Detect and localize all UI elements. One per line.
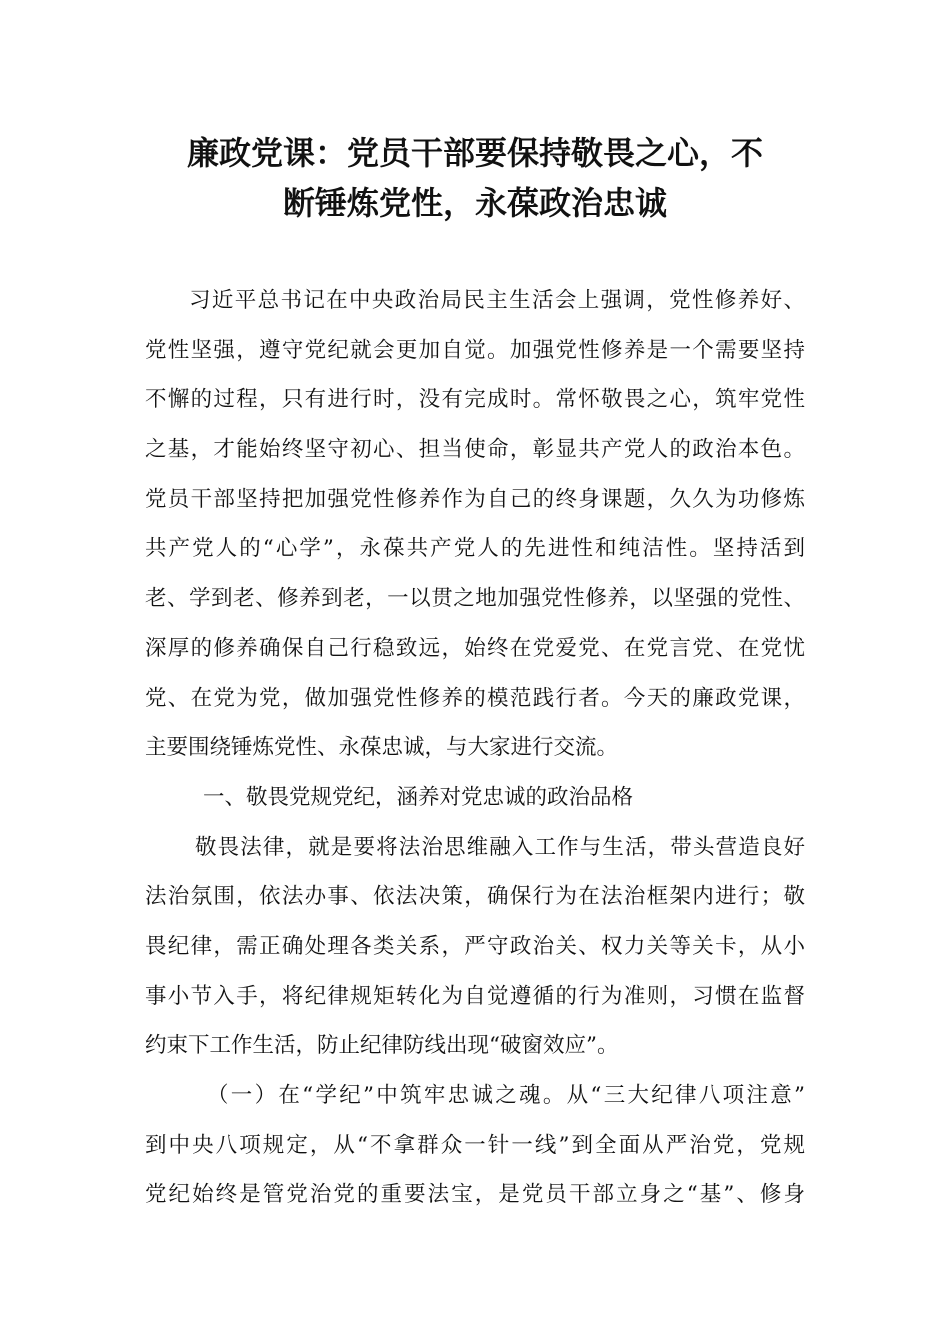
text-line: 共产党人的“心学”，永葆共产党人的先进性和纯洁性。坚持活到 — [145, 536, 805, 562]
document-title — [0, 128, 950, 228]
text-line: 不懈的过程，只有进行时，没有完成时。常怀敬畏之心，筑牢党性 — [145, 387, 805, 413]
document-body — [145, 276, 805, 1220]
text-line: 老、学到老、修养到老，一以贯之地加强党性修养，以坚强的党性、 — [145, 586, 805, 612]
text-line: 党员干部坚持把加强党性修养作为自己的终身课题，久久为功修炼 — [145, 486, 805, 512]
text-line: 到中央八项规定，从“不拿群众一针一线”到全面从严治党，党规 — [145, 1132, 805, 1158]
text-line: 党性坚强，遵守党纪就会更加自觉。加强党性修养是一个需要坚持 — [145, 337, 805, 363]
text-line: 之基，才能始终坚守初心、担当使命，彰显共产党人的政治本色。 — [145, 437, 805, 463]
text-line: 一、敬畏党规党纪，涵养对党忠诚的政治品格 — [203, 784, 634, 810]
title-line-2: 断锤炼党性，永葆政治忠诚 — [282, 184, 667, 222]
text-line: 约束下工作生活，防止纪律防线出现“破窗效应”。 — [145, 1033, 619, 1059]
text-line: 深厚的修养确保自己行稳致远，始终在党爱党、在党言党、在党忧 — [145, 635, 805, 661]
text-line: 主要围绕锤炼党性、永葆忠诚，与大家进行交流。 — [145, 735, 619, 761]
paragraph — [145, 276, 805, 773]
paragraph — [145, 823, 805, 1071]
text-line: 畏纪律，需正确处理各类关系，严守政治关、权力关等关卡，从小 — [145, 933, 805, 959]
paragraph — [145, 1071, 805, 1220]
text-line: 法治氛围，依法办事、依法决策，确保行为在法治框架内进行；敬 — [145, 884, 805, 910]
text-line: 敬畏法律，就是要将法治思维融入工作与生活，带头营造良好 — [195, 834, 805, 860]
title-line-1: 廉政党课：党员干部要保持敬畏之心，不 — [186, 134, 763, 172]
text-line: 习近平总书记在中央政治局民主生活会上强调，党性修养好、 — [189, 288, 805, 313]
text-line: 事小节入手，将纪律规矩转化为自觉遵循的行为准则，习惯在监督 — [145, 983, 805, 1009]
text-line: （一）在“学纪”中筑牢忠诚之魂。从“三大纪律八项注意” — [207, 1083, 805, 1108]
text-line: 党、在党为党，做加强党性修养的模范践行者。今天的廉政党课， — [145, 685, 805, 711]
text-line: 党纪始终是管党治党的重要法宝，是党员干部立身之“基”、修身 — [145, 1182, 805, 1208]
paragraph — [145, 773, 805, 823]
